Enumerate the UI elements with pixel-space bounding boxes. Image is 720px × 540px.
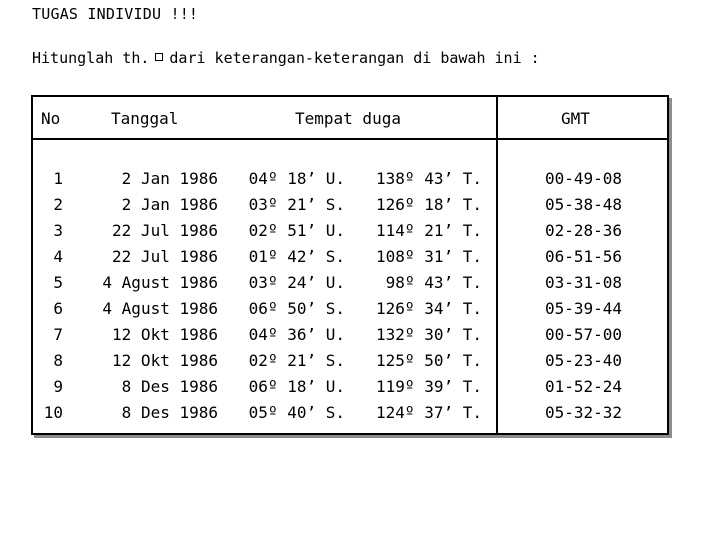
cell-lintang: 03º 24’ U. <box>248 273 345 292</box>
cell-no: 6 <box>53 299 63 318</box>
cell-lintang: 02º 51’ U. <box>248 221 345 240</box>
cell-gmt: 00-49-08 <box>544 169 623 188</box>
cell-gmt: 03-31-08 <box>544 273 623 292</box>
column-lintang <box>233 166 345 426</box>
cell-lintang: 05º 40’ S. <box>248 403 345 422</box>
cell-gmt: 02-28-36 <box>544 221 623 240</box>
cell-no: 1 <box>53 169 63 188</box>
cell-bujur: 98º 43’ T. <box>385 273 482 292</box>
page-title: TUGAS INDIVIDU !!! <box>32 5 199 23</box>
cell-tanggal: 4 Agust 1986 <box>102 299 218 318</box>
prompt-text-after: dari keterangan-keterangan di bawah ini : <box>169 49 540 67</box>
cell-no: 4 <box>53 247 63 266</box>
cell-gmt: 05-38-48 <box>544 195 623 214</box>
cell-gmt: 05-39-44 <box>544 299 623 318</box>
cell-tanggal: 22 Jul 1986 <box>112 221 218 240</box>
task-prompt <box>32 49 540 67</box>
prompt-text-before: Hitunglah th. <box>32 49 150 67</box>
cell-no: 8 <box>53 351 63 370</box>
cell-bujur: 132º 30’ T. <box>376 325 482 344</box>
column-divider <box>496 97 498 433</box>
cell-lintang: 01º 42’ S. <box>248 247 345 266</box>
cell-bujur: 119º 39’ T. <box>376 377 482 396</box>
cell-gmt: 06-51-56 <box>544 247 623 266</box>
cell-tanggal: 4 Agust 1986 <box>102 273 218 292</box>
cell-bujur: 125º 50’ T. <box>376 351 482 370</box>
cell-lintang: 03º 21’ S. <box>248 195 345 214</box>
column-no <box>33 166 63 426</box>
cell-no: 9 <box>53 377 63 396</box>
header-no: No <box>41 109 61 128</box>
cell-tanggal: 22 Jul 1986 <box>112 247 218 266</box>
cell-no: 2 <box>53 195 63 214</box>
column-tanggal <box>73 166 218 426</box>
cell-gmt: 00-57-00 <box>544 325 623 344</box>
header-tanggal: Tanggal <box>111 109 179 128</box>
cell-lintang: 06º 18’ U. <box>248 377 345 396</box>
cell-bujur: 126º 34’ T. <box>376 299 482 318</box>
cell-bujur: 124º 37’ T. <box>376 403 482 422</box>
cell-bujur: 108º 31’ T. <box>376 247 482 266</box>
header-gmt: GMT <box>561 109 590 128</box>
cell-no: 7 <box>53 325 63 344</box>
cell-bujur: 138º 43’ T. <box>376 169 482 188</box>
cell-tanggal: 8 Des 1986 <box>121 377 218 396</box>
cell-no: 10 <box>43 403 63 422</box>
cell-gmt: 05-23-40 <box>544 351 623 370</box>
cell-gmt: 05-32-32 <box>544 403 623 422</box>
cell-tanggal: 2 Jan 1986 <box>121 169 218 188</box>
cell-tanggal: 12 Okt 1986 <box>112 351 218 370</box>
cell-gmt: 01-52-24 <box>544 377 623 396</box>
table-header <box>33 97 667 140</box>
cell-tanggal: 2 Jan 1986 <box>121 195 218 214</box>
square-icon <box>155 53 163 61</box>
header-tempat-duga: Tempat duga <box>295 109 401 128</box>
cell-tanggal: 8 Des 1986 <box>121 403 218 422</box>
data-table <box>31 95 669 435</box>
cell-tanggal: 12 Okt 1986 <box>112 325 218 344</box>
cell-no: 5 <box>53 273 63 292</box>
column-gmt <box>500 166 667 426</box>
cell-lintang: 02º 21’ S. <box>248 351 345 370</box>
cell-no: 3 <box>53 221 63 240</box>
cell-bujur: 114º 21’ T. <box>376 221 482 240</box>
cell-lintang: 06º 50’ S. <box>248 299 345 318</box>
cell-lintang: 04º 18’ U. <box>248 169 345 188</box>
cell-lintang: 04º 36’ U. <box>248 325 345 344</box>
column-bujur <box>358 166 482 426</box>
cell-bujur: 126º 18’ T. <box>376 195 482 214</box>
